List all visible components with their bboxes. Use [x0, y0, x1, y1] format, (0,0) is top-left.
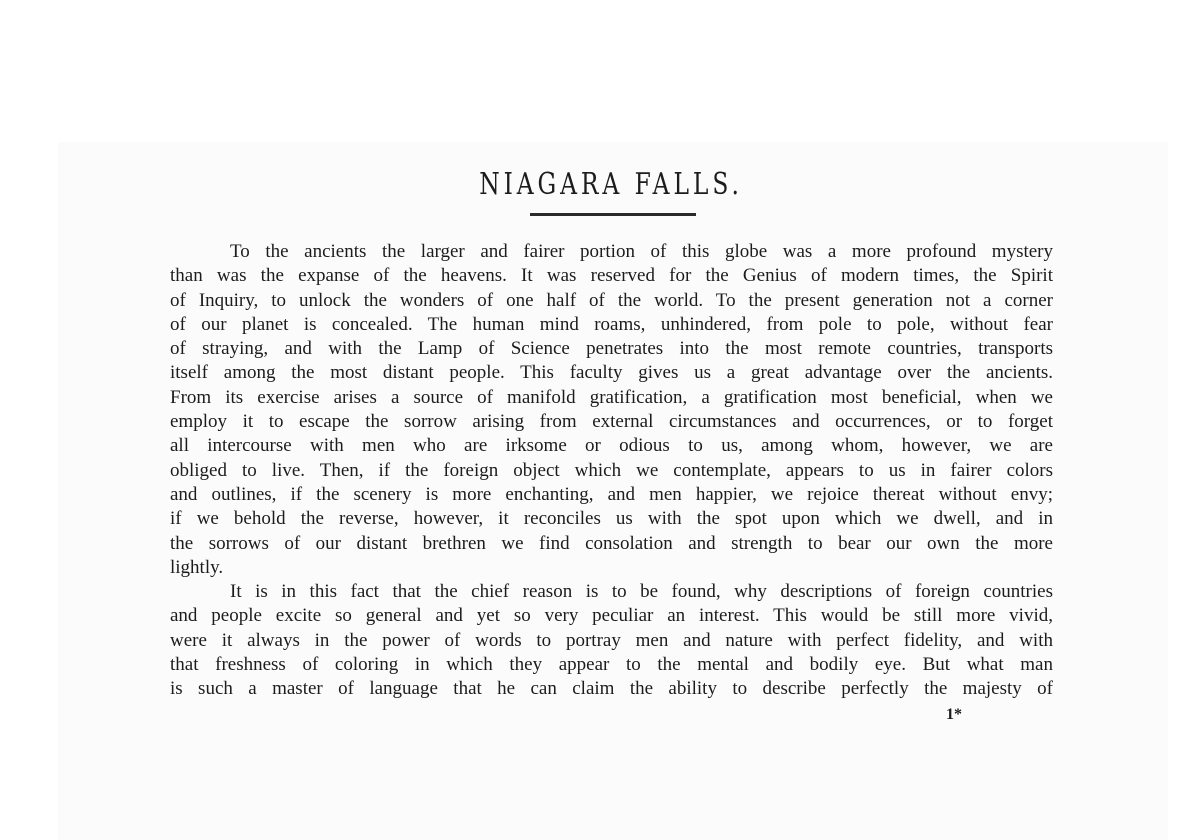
text-line: obliged to live. Then, if the foreign object which we contemplate, appears to us in fairer colors	[170, 459, 1053, 481]
text-line: and outlines, if the scenery is more enchanting, and men happier, we rejoice thereat without envy;	[170, 483, 1053, 505]
text-line: lightly.	[170, 556, 224, 578]
text-line: of our planet is concealed. The human mind roams, unhindered, from pole to pole, without fear	[170, 313, 1053, 335]
signature-mark: 1*	[946, 706, 962, 723]
text-line: itself among the most distant people. This faculty gives us a great advantage over the ancients.	[170, 362, 1053, 384]
body-text	[170, 240, 1053, 702]
text-line: if we behold the reverse, however, it reconciles us with the spot upon which we dwell, and in	[170, 508, 1053, 530]
title-rule	[530, 213, 696, 216]
text-line: all intercourse with men who are irksome or odious to us, among whom, however, we are	[170, 435, 1053, 457]
text-line: of straying, and with the Lamp of Science penetrates into the most remote countries, transports	[170, 338, 1053, 360]
text-line: It is in this fact that the chief reason is to be found, why descriptions of foreign countries	[230, 581, 1053, 603]
text-line: From its exercise arises a source of manifold gratification, a gratification most beneficial, when we	[170, 386, 1053, 408]
text-line: To the ancients the larger and fairer portion of this globe was a more profound mystery	[230, 241, 1053, 262]
page-title: NIAGARA FALLS.	[479, 167, 743, 202]
text-line: and people excite so general and yet so very peculiar an interest. This would be still more vivid,	[170, 605, 1053, 627]
text-line: of Inquiry, to unlock the wonders of one half of the world. To the present generation not a corner	[170, 289, 1053, 311]
text-line: the sorrows of our distant brethren we find consolation and strength to bear our own the more	[170, 532, 1053, 554]
text-line: that freshness of coloring in which they appear to the mental and bodily eye. But what man	[170, 654, 1053, 676]
text-line: were it always in the power of words to portray men and nature with perfect fidelity, and with	[170, 629, 1053, 651]
text-line: employ it to escape the sorrow arising from external circumstances and occurrences, or to forget	[170, 411, 1053, 433]
text-line: is such a master of language that he can claim the ability to describe perfectly the majesty of	[170, 678, 1053, 700]
text-line: than was the expanse of the heavens. It was reserved for the Genius of modern times, the Spirit	[170, 265, 1053, 287]
